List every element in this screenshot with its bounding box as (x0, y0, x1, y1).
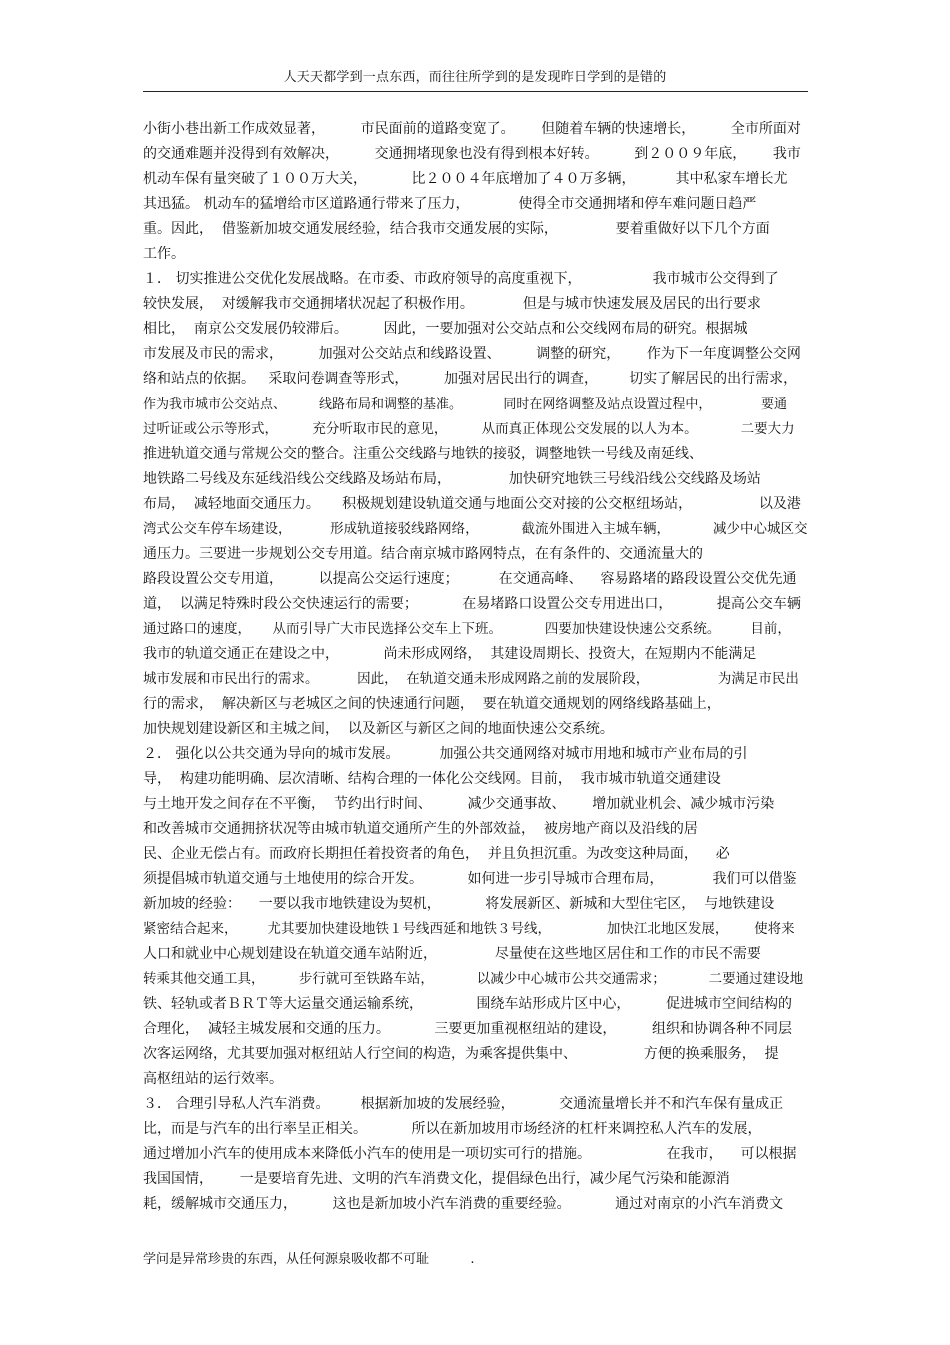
text-line: 络和站点的依据。 采取问卷调查等形式， 加强对居民出行的调查， 切实了解居民的出行需求， (143, 371, 798, 387)
text-line: 道， 以满足特殊时段公交快速运行的需要； 在易堵路口设置公交专用进出口， 提高公交车辆 (143, 596, 801, 612)
text-line: 和改善城市交通拥挤状况等由城市轨道交通所产生的外部效益， 被房地产商以及沿线的居 (143, 821, 698, 837)
text-line: 机动车保有量突破了１００万大关， 比２００４年底增加了４０万多辆， 其中私家车增长尤 (143, 171, 788, 187)
text-line: 人口和就业中心规划建设在轨道交通车站附近， 尽量使在这些地区居住和工作的市民不需要 (143, 946, 761, 962)
text-line: 重。因此， 借鉴新加坡交通发展经验，结合我市交通发展的实际， 要着重做好以下几个方面 (143, 221, 770, 237)
text-line: 作为我市城市公交站点、 线路布局和调整的基准。 同时在网络调整及站点设置过程中， 要通 (143, 397, 787, 412)
text-line: 城市发展和市民出行的需求。 因此， 在轨道交通未形成网路之前的发展阶段， 为满足市民出 (143, 671, 799, 687)
text-line: 耗，缓解城市交通压力， 这也是新加坡小汽车消费的重要经验。 通过对南京的小汽车消费文 (143, 1196, 784, 1212)
page-footer: 学问是异常珍贵的东西，从任何源泉吸收都不可耻 . (143, 1252, 475, 1267)
text-line: 市发展及市民的需求， 加强对公交站点和线路设置、 调整的研究， 作为下一年度调整公交网 (143, 346, 801, 362)
text-line: 小街小巷出新工作成效显著， 市民面前的道路变宽了。 但随着车辆的快速增长， 全市所面对 (143, 121, 801, 137)
text-line: 相比， 南京公交发展仍较滞后。 因此，一要加强对公交站点和公交线网布局的研究。根据城 (143, 321, 748, 337)
text-line: 我市的轨道交通正在建设之中， 尚未形成网络， 其建设周期长、投资大，在短期内不能满足 (143, 646, 757, 662)
text-line: 路段设置公交专用道， 以提高公交运行速度； 在交通高峰、 容易路堵的路段设置公交优先通 (143, 571, 797, 587)
text-line: 须提倡城市轨道交通与土地使用的综合开发。 如何进一步引导城市合理布局， 我们可以借鉴 (143, 871, 797, 887)
header-divider (143, 91, 808, 92)
text-line: 工作。 (143, 246, 185, 262)
text-line: 较快发展， 对缓解我市交通拥堵状况起了积极作用。 但是与城市快速发展及居民的出行要求 (143, 296, 761, 312)
text-line: 地铁路二号线及东延线沿线公交线路及场站布局， 加快研究地铁三号线沿线公交线路及场站 (143, 471, 761, 487)
text-line: ３． 合理引导私人汽车消费。 根据新加坡的发展经验， 交通流量增长并不和汽车保有量成正 (143, 1096, 784, 1112)
text-line: 与土地开发之间存在不平衡， 节约出行时间、 减少交通事故、 增加就业机会、减少城市污染 (143, 796, 775, 812)
text-line: 通过路口的速度， 从而引导广大市民选择公交车上下班。 四要加快建设快速公交系统。 目前， (143, 621, 791, 637)
text-line: １． 切实推进公交优化发展战略。在市委、市政府领导的高度重视下， 我市城市公交得到了 (143, 271, 779, 287)
text-line: 加快规划建设新区和主城之间， 以及新区与新区之间的地面快速公交系统。 (143, 721, 614, 737)
text-line: 湾式公交车停车场建设， 形成轨道接驳线路网络， 截流外围进入主城车辆， 减少中心城区交 (143, 521, 808, 537)
text-line: 行的需求， 解决新区与老城区之间的快速通行问题， 要在轨道交通规划的网络线路基础上， (143, 696, 721, 712)
text-line: 布局， 减轻地面交通压力。 积极规划建设轨道交通与地面公交对接的公交枢纽场站， 以及港 (143, 496, 801, 512)
text-line: 推进轨道交通与常规公交的整合。注重公交线路与地铁的接驳，调整地铁一号线及南延线、 (143, 446, 703, 462)
text-line: ２． 强化以公共交通为导向的城市发展。 加强公共交通网络对城市用地和城市产业布局的引 (143, 746, 748, 762)
text-line: 民、企业无偿占有。而政府长期担任着投资者的角色， 并且负担沉重。为改变这种局面， 必 (143, 846, 730, 862)
document-body (143, 117, 808, 1217)
text-line: 紧密结合起来， 尤其要加快建设地铁１号线西延和地铁３号线， 加快江北地区发展， 使将来 (143, 921, 795, 937)
text-line: 的交通难题并没得到有效解决， 交通拥堵现象也没有得到根本好转。 到２００９年底， 我市 (143, 146, 801, 162)
text-line: 转乘其他交通工具， 步行就可至铁路车站， 以减少中心城市公共交通需求； 二要通过建设地 (143, 971, 804, 987)
text-line: 通压力。三要进一步规划公交专用道。结合南京城市路网特点，在有条件的、交通流量大的 (143, 546, 703, 562)
text-line: 合理化， 减轻主城发展和交通的压力。 三要更加重视枢纽站的建设， 组织和协调各种不同层 (143, 1021, 793, 1037)
page-header: 人天天都学到一点东西，而往往所学到的是发现昨日学到的是错的 (283, 70, 667, 85)
text-line: 次客运网络，尤其要加强对枢纽站人行空间的构造，为乘客提供集中、 方便的换乘服务， 提 (143, 1046, 779, 1062)
text-line: 高枢纽站的运行效率。 (143, 1071, 283, 1087)
text-line: 我国国情， 一是要培育先进、文明的汽车消费文化，提倡绿色出行，减少尾气污染和能源消 (143, 1171, 730, 1187)
text-line: 其迅猛。 机动车的猛增给市区道路通行带来了压力， 使得全市交通拥堵和停车难问题日趋严 (143, 196, 757, 212)
text-line: 比，而是与汽车的出行率呈正相关。 所以在新加坡用市场经济的杠杆来调控私人汽车的发展， (143, 1121, 762, 1137)
text-line: 过听证或公示等形式， 充分听取市民的意见， 从而真正体现公交发展的以人为本。 二要大力 (143, 421, 795, 437)
text-line: 新加坡的经验： 一要以我市地铁建设为契机， 将发展新区、新城和大型住宅区， 与地铁建设 (143, 896, 775, 912)
text-line: 通过增加小汽车的使用成本来降低小汽车的使用是一项切实可行的措施。 在我市， 可以根据 (143, 1146, 797, 1162)
text-line: 铁、轻轨或者ＢＲＴ等大运量交通运输系统， 围绕车站形成片区中心， 促进城市空间结构的 (143, 996, 793, 1012)
text-line: 导， 构建功能明确、层次清晰、结构合理的一体化公交线网。目前， 我市城市轨道交通建设 (143, 771, 721, 787)
